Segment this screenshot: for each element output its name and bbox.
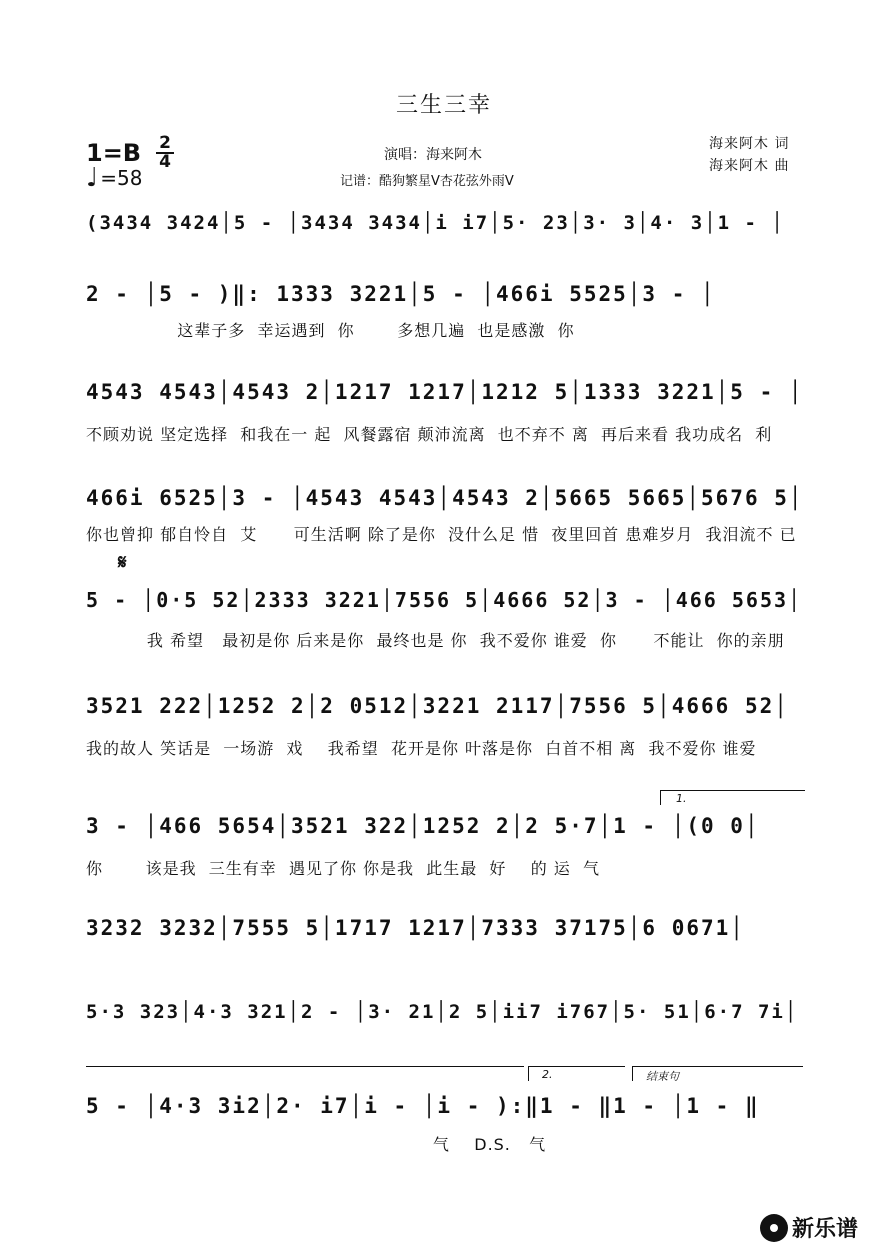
author-credits bbox=[709, 133, 789, 177]
coda-ending-label: 结束句 bbox=[646, 1070, 679, 1083]
first-ending-label: 1. bbox=[676, 792, 687, 805]
site-logo[interactable] bbox=[760, 1212, 858, 1243]
time-signature bbox=[156, 133, 174, 172]
quarter-note-icon: ♩ bbox=[86, 163, 99, 193]
song-title: 三生三幸 bbox=[395, 93, 492, 118]
row-lyrics: 我 希望 最初是你 后来是你 最终也是 你 我不爱你 谁爱 你 不能让 你的亲朋 bbox=[86, 631, 785, 650]
row-notes: 466i 6525│3 - │4543 4543│4543 2│5665 5665│5676 5│ bbox=[86, 486, 804, 510]
row-lyrics: 我的故人 笑话是 一场游 戏 我希望 花开是你 叶落是你 白首不相 离 我不爱你 谁爱 bbox=[86, 739, 757, 758]
time-signature-top: 2 bbox=[159, 133, 171, 153]
row-notes: 5·3 323│4·3 321│2 - │3· 21│2 5│ii7 i767│5· 51│6·7 7i│ bbox=[86, 1001, 799, 1023]
logo-text: 新乐谱 bbox=[792, 1217, 859, 1242]
row-lyrics: 你 该是我 三生有幸 遇见了你 你是我 此生最 好 的 运 气 bbox=[86, 859, 600, 878]
second-ending-label: 2. bbox=[542, 1068, 553, 1081]
time-signature-bottom: 4 bbox=[159, 152, 171, 172]
row-notes: 4543 4543│4543 2│1217 1217│1212 5│1333 3221│5 - │ bbox=[86, 380, 804, 404]
row-notes: 5 - │0·5 52│2333 3221│7556 5│4666 52│3 - │466 5653│ bbox=[86, 588, 803, 612]
row-lyrics: 你也曾抑 郁自怜自 艾 可生活啊 除了是你 没什么足 惜 夜里回首 患难岁月 我泪流不 已 bbox=[86, 525, 797, 544]
singer-credit: 演唱：海来阿木 bbox=[384, 147, 482, 163]
tempo-marking bbox=[86, 163, 143, 193]
row-notes: (3434 3424│5 - │3434 3434│i i7│5· 23│3· 3│4· 3│1 - │ bbox=[86, 212, 785, 234]
row-lyrics: 这辈子多 幸运遇到 你 多想几遍 也是感激 你 bbox=[86, 321, 575, 340]
segno-sign: 𝄋 bbox=[118, 550, 127, 574]
row-lyrics: 气 D.S. 气 bbox=[86, 1135, 547, 1154]
vinyl-record-icon bbox=[760, 1214, 788, 1242]
row-notes: 5 - │4·3 3i2│2· i7│i - │i - ):‖1 - ‖1 - │1 - ‖ bbox=[86, 1094, 760, 1118]
tempo-value: =58 bbox=[100, 166, 143, 190]
row-notes: 3232 3232│7555 5│1717 1217│7333 37175│6 0671│ bbox=[86, 916, 745, 940]
row-notes: 3521 222│1252 2│2 0512│3221 2117│7556 5│4666 52│ bbox=[86, 694, 789, 718]
row-notes: 2 - │5 - )‖: 1333 3221│5 - │466i 5525│3 - │ bbox=[86, 282, 716, 306]
lyricist-credit: 海来阿木 词 bbox=[709, 136, 790, 152]
composer-credit: 海来阿木 曲 bbox=[709, 158, 790, 174]
key-signature: 1=B bbox=[86, 139, 142, 167]
row-lyrics: 不顾劝说 坚定选择 和我在一 起 风餐露宿 颠沛流离 也不弃不 离 再后来看 我功成名 利 bbox=[86, 425, 773, 444]
repeat-bracket bbox=[86, 1066, 524, 1081]
transcriber-credit: 记谱：酷狗繁星V杏花弦外雨V bbox=[340, 174, 514, 189]
row-notes: 3 - │466 5654│3521 322│1252 2│2 5·7│1 - │(0 0│ bbox=[86, 814, 760, 838]
